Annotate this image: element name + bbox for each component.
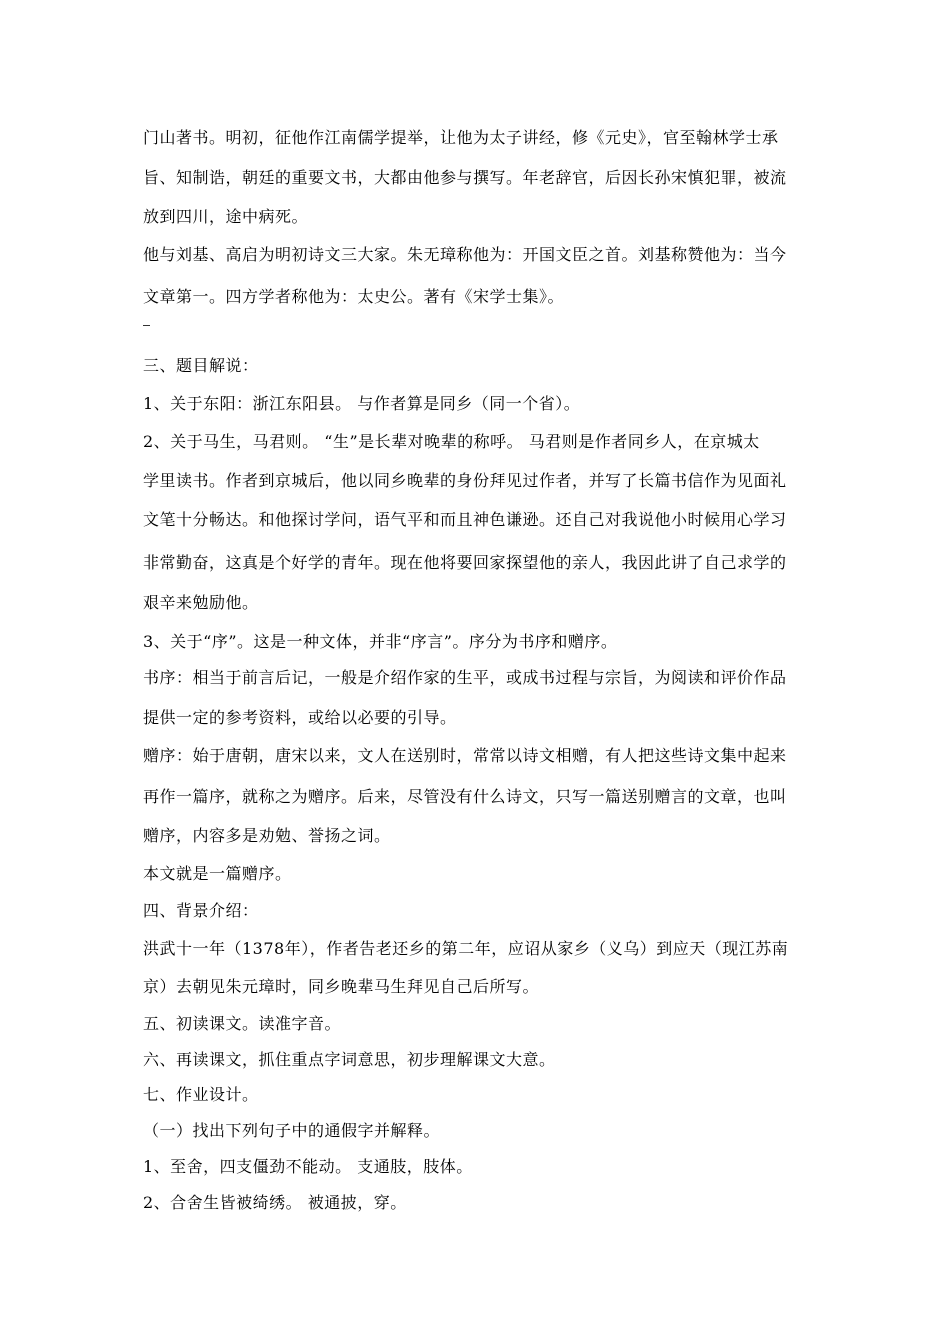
section-heading: 六、再读课文，抓住重点字词意思，初步理解课文大意。 xyxy=(143,1050,556,1069)
text-line: 放到四川，途中病死。 xyxy=(143,207,309,226)
text-line: 门山著书。明初，征他作江南儒学提举，让他为太子讲经，修《元史》，官至翰林学士承 xyxy=(143,128,779,147)
text-line: 本文就是一篇赠序。 xyxy=(143,864,292,883)
text-line: 3、关于“序”。这是一种文体，并非“序言”。序分为书序和赠序。 xyxy=(143,632,618,651)
text-line: 他与刘基、高启为明初诗文三大家。朱无璋称他为：开国文臣之首。刘基称赞他为：当今 xyxy=(143,245,787,264)
text-line: 书序：相当于前言后记，一般是介绍作家的生平，或成书过程与宗旨，为阅读和评价作品 xyxy=(143,668,787,687)
text-line: 非常勤奋，这真是个好学的青年。现在他将要回家探望他的亲人，我因此讲了自己求学的 xyxy=(143,553,787,572)
text-line: 京）去朝见朱元璋时，同乡晚辈马生拜见自己后所写。 xyxy=(143,977,540,996)
text-line: 2、关于马生，马君则。 “生”是长辈对晚辈的称呼。 马君则是作者同乡人，在京城太 xyxy=(143,432,760,451)
text-line: 旨、知制诰，朝廷的重要文书，大都由他参与撰写。年老辞官，后因长孙宋慎犯罪，被流 xyxy=(143,168,787,187)
text-line: 洪武十一年（1378年），作者告老还乡的第二年，应诏从家乡（义乌）到应天（现江苏南 xyxy=(143,939,789,958)
section-heading: 七、作业设计。 xyxy=(143,1085,259,1104)
text-line: 文笔十分畅达。和他探讨学问，语气平和而且神色谦逊。还自己对我说他小时候用心学习 xyxy=(143,510,787,529)
text-line: 2、合舍生皆被绮绣。 被通披，穿。 xyxy=(143,1193,407,1212)
text-line: 文章第一。四方学者称他为：太史公。著有《宋学士集》。 xyxy=(143,287,565,306)
text-line: 提供一定的参考资料，或给以必要的引导。 xyxy=(143,708,457,727)
text-line: （一）找出下列句子中的通假字并解释。 xyxy=(143,1121,441,1140)
text-line: 艰辛来勉励他。 xyxy=(143,593,259,612)
section-heading: 四、背景介绍： xyxy=(143,901,259,920)
dash-mark xyxy=(143,325,150,326)
section-heading: 五、初读课文。读准字音。 xyxy=(143,1014,342,1033)
text-line: 赠序，内容多是劝勉、誉扬之词。 xyxy=(143,826,391,845)
text-line: 再作一篇序，就称之为赠序。后来，尽管没有什么诗文，只写一篇送别赠言的文章，也叫 xyxy=(143,787,787,806)
text-line: 赠序：始于唐朝，唐宋以来，文人在送别时，常常以诗文相赠，有人把这些诗文集中起来 xyxy=(143,746,787,765)
text-line: 1、至舍，四支僵劲不能动。 支通肢，肢体。 xyxy=(143,1157,473,1176)
text-line: 1、关于东阳：浙江东阳县。 与作者算是同乡（同一个省）。 xyxy=(143,394,581,413)
section-heading: 三、题目解说： xyxy=(143,356,259,375)
text-line: 学里读书。作者到京城后，他以同乡晚辈的身份拜见过作者，并写了长篇书信作为见面礼 xyxy=(143,471,787,490)
